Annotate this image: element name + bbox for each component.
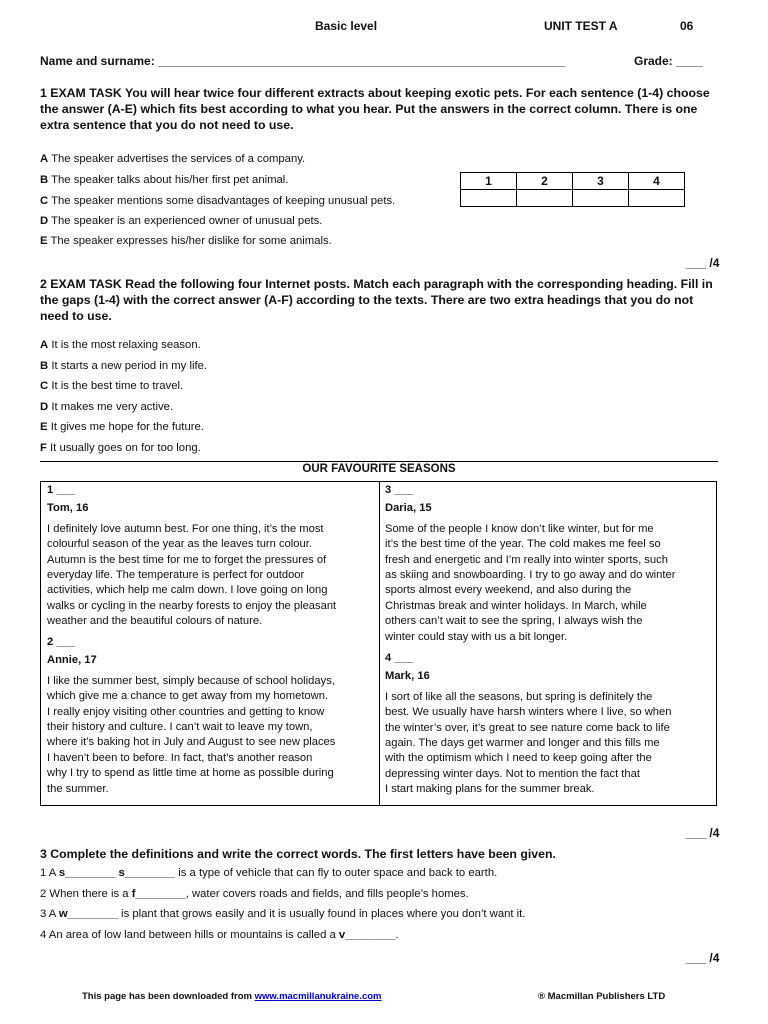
post-4 [385,651,715,798]
task2-instruction: 2 EXAM TASK Read the following four Internet posts. Match each paragraph with the corresponding heading. Fill in the gaps (1-4) with the correct answer (A-F) according to the texts. There are two extra headings that you do not need to use. [40,277,713,323]
post-number-gap[interactable]: 2 ___ [47,636,75,648]
footer-copyright: ® Macmillan Publishers LTD [538,991,666,1002]
answer-column-header: 3 [573,173,629,190]
post-text-line: again. The days get warmer and longer and this fills me [385,737,660,750]
definition-text: . [395,929,399,941]
post-text-line: Autumn is the best time for me to forget the pressures of [47,553,327,566]
post-text-line: I sort of like all the seasons, but spring is definitely the [385,690,653,703]
option-text: It starts a new period in my life. [51,360,208,372]
answer-cell-4[interactable] [629,190,685,207]
answer-column-header: 2 [517,173,573,190]
task2-score[interactable]: ___ /4 [686,826,720,840]
definition-4 [40,928,399,942]
option-key: B [40,174,49,186]
post-number-gap[interactable]: 4 ___ [385,652,413,664]
post-text-line: it’s the best time of the year. The cold makes me feel so [385,538,661,551]
option-key: D [40,401,49,413]
option-text: It is the most relaxing season. [51,339,201,351]
post-text-line: weather and the beautiful colours of nature. [47,615,263,628]
word-gap[interactable]: s________ s________ [58,867,176,879]
post-text-line: I haven’t been to before. In fact, that’s another reason [47,751,313,764]
option-text: It is the best time to travel. [51,380,184,392]
unit-label: UNIT TEST A [544,19,618,33]
post-text-line: colourful season of the year as the leaves turn colour. [47,538,312,551]
answer-cell-1[interactable] [461,190,517,207]
option-key: F [40,442,47,454]
task3-instruction: 3 Complete the definitions and write the correct words. The first letters have been given. [40,847,556,861]
post-text-line: the summer. [47,782,109,795]
post-1 [47,483,377,630]
post-text-line: fresh and energetic and I’m really into winter sports, such [385,553,668,566]
post-author: Mark, 16 [385,670,430,683]
option-key: E [40,421,48,433]
post-text-line: sports almost every weekend, and also during the [385,584,632,597]
definition-3 [40,907,525,921]
post-text-line: others can’t wait to see the spring, I always wish the [385,615,643,628]
post-text-line: I like the summer best, simply because of school holidays, [47,674,335,687]
option-key: B [40,360,49,372]
definition-text: is a type of vehicle that can fly to outer space and back to earth. [175,867,498,879]
task2-option-a [40,338,201,352]
seasons-box-title: OUR FAVOURITE SEASONS [40,461,718,475]
post-text-line: with the optimism which I need to keep going after the [385,752,652,765]
definition-text: 1 A [40,867,59,879]
grade-field[interactable]: Grade: ____ [634,54,703,68]
task1-option-b [40,173,288,187]
footer-link[interactable]: www.macmillanukraine.com [254,991,382,1002]
post-text-line: which give me a chance to get away from my hometown. [47,690,329,703]
post-text-line: the winter’s over, it’s great to see nature come back to life [385,721,670,734]
answer-column-header: 4 [629,173,685,190]
task2-option-c [40,379,183,393]
definition-1 [40,866,497,880]
post-text-line: Some of the people I know don’t like winter, but for me [385,522,654,535]
name-field[interactable]: Name and surname: _____________________________________________________________ [40,54,566,68]
answer-column-header: 1 [461,173,517,190]
task2-option-b [40,359,207,373]
option-key: D [40,215,49,227]
unit-number: 06 [680,19,694,33]
task1-option-e [40,234,332,248]
option-key: C [40,195,49,207]
answer-cell-2[interactable] [517,190,573,207]
post-text-line: best. We usually have harsh winters where I live, so when [385,706,672,719]
post-text-line: depressing winter days. Not to mention the fact that [385,767,640,780]
footer-download-note [82,991,382,1002]
post-author: Tom, 16 [47,502,89,515]
definition-text: , water covers roads and fields, and fills people’s homes. [185,888,469,900]
task1-instruction: 1 EXAM TASK You will hear twice four different extracts about keeping exotic pets. For each sentence (1-4) choose the answer (A-E) which fits best according to what you hear. Put the answers in the correct column. There is one extra sentence that you do not need to use. [40,86,710,132]
post-author: Daria, 15 [385,502,432,515]
post-text-line: as skiing and snowboarding. I try to go away and do winter [385,569,676,582]
definition-text: is plant that grows easily and it is usually found in places where you don’t want it. [117,908,526,920]
task1-option-d [40,214,322,228]
post-2 [47,635,377,797]
post-3 [385,483,715,645]
task2-option-d [40,400,173,414]
column-divider [379,481,380,805]
post-number-gap[interactable]: 1 ___ [47,484,75,496]
definition-2 [40,887,469,901]
post-text-line: winter could stay with us a bit longer. [385,630,568,643]
task1-score[interactable]: ___ /4 [686,256,720,270]
option-key: A [40,153,49,165]
task1-option-a [40,152,305,166]
option-text: The speaker is an experienced owner of unusual pets. [51,215,323,227]
option-text: The speaker expresses his/her dislike for some animals. [50,235,332,247]
post-text-line: everyday life. The temperature is perfect for outdoor [47,569,305,582]
footer-text: This page has been downloaded from [82,991,255,1002]
option-text: It usually goes on for too long. [50,442,201,454]
post-text-line: why I try to spend as little time at home as possible during [47,767,334,780]
option-key: C [40,380,49,392]
task3-score[interactable]: ___ /4 [686,951,720,965]
option-text: The speaker talks about his/her first pet animal. [51,174,289,186]
option-key: E [40,235,48,247]
definition-text: 3 A [40,908,59,920]
definition-text: 4 An area of low land between hills or mountains is called a [40,929,339,941]
option-text: It gives me hope for the future. [50,421,204,433]
option-text: The speaker advertises the services of a company. [51,153,306,165]
task1-option-c [40,194,395,208]
option-key: A [40,339,49,351]
word-gap[interactable]: w________ [58,908,118,920]
post-text-line: Christmas break and winter holidays. In March, while [385,599,647,612]
answer-cell-3[interactable] [573,190,629,207]
option-text: The speaker mentions some disadvantages of keeping unusual pets. [51,195,396,207]
definition-text: 2 When there is a [40,888,132,900]
option-text: It makes me very active. [51,401,174,413]
post-number-gap[interactable]: 3 ___ [385,484,413,496]
level-label: Basic level [315,19,378,33]
word-gap[interactable]: f________ [131,888,186,900]
post-text-line: walks or cycling in the nearby forests to enjoy the pleasant [47,599,337,612]
post-text-line: their history and culture. I can’t wait to leave my town, [47,721,313,734]
post-text-line: where it’s baking hot in July and August to see new places [47,736,336,749]
answer-grid [460,172,685,207]
post-text-line: I definitely love autumn best. For one thing, it’s the most [47,522,324,535]
post-text-line: I really enjoy visiting other countries and getting to know [47,705,325,718]
word-gap[interactable]: v________ [338,929,396,941]
post-text-line: I start making plans for the summer break. [385,783,595,796]
task2-option-f [40,441,201,455]
task2-option-e [40,420,204,434]
post-author: Annie, 17 [47,654,97,667]
post-text-line: activities, which help me calm down. I love going on long [47,584,328,597]
